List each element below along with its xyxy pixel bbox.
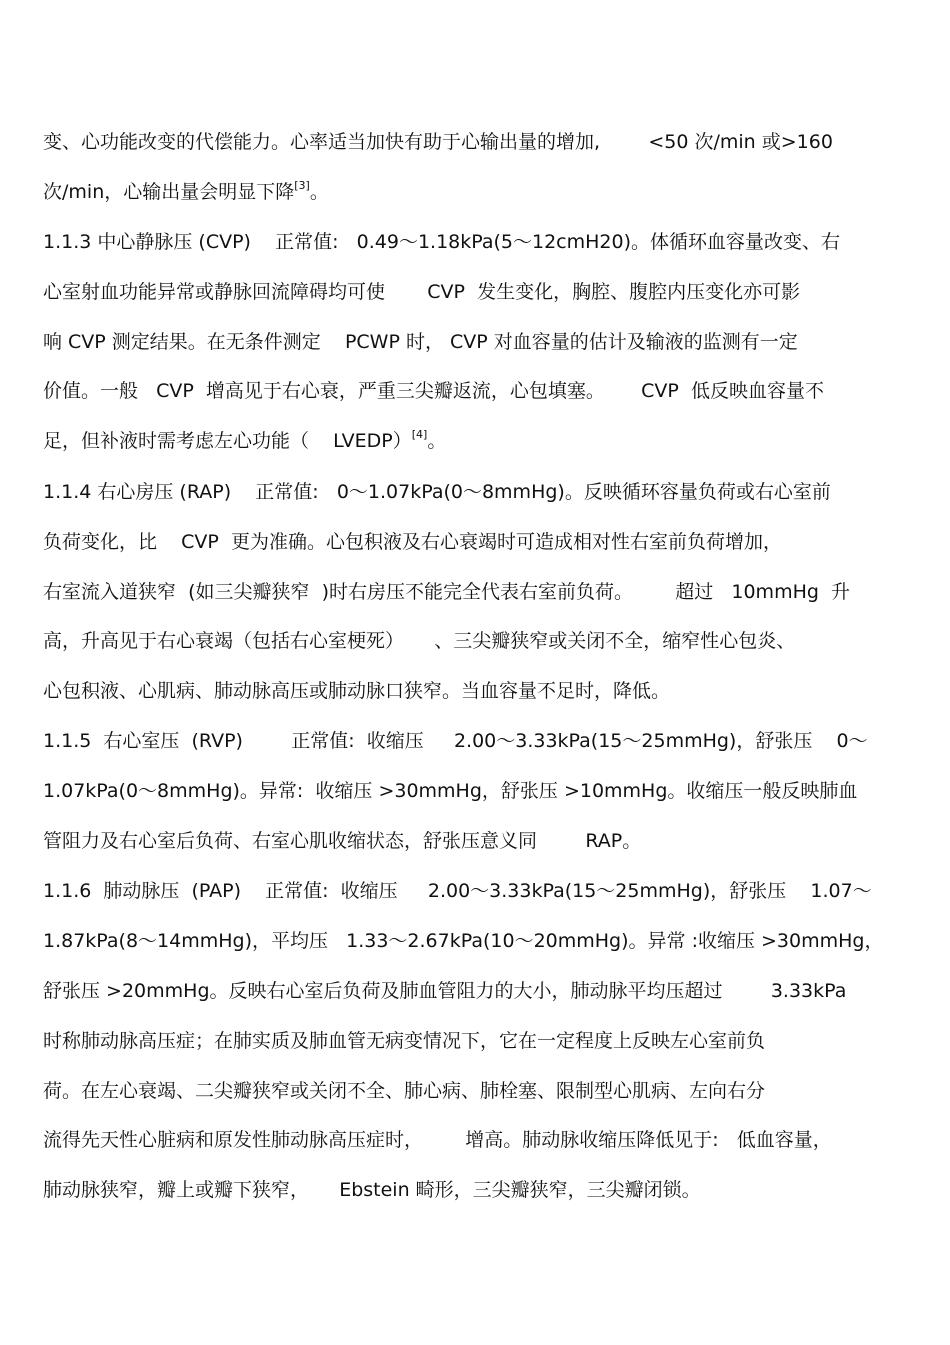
text-span: 。	[427, 430, 447, 452]
text-line	[43, 426, 903, 456]
text-line: 肺动脉狭窄，瓣上或瓣下狭窄， Ebstein 畸形，三尖瓣狭窄，三尖瓣闭锁。	[43, 1179, 701, 1201]
text-line: 1.07kPa(0～8mmHg)。异常: 收缩压 >30mmHg，舒张压 >10mmHg。收缩压一般反映肺血	[43, 780, 858, 802]
text-line: 负荷变化，比 CVP 更为准确。心包积液及右心衰竭时可造成相对性右室前负荷增加，	[43, 531, 782, 553]
text-line: 流得先天性心脏病和原发性肺动脉高压症时， 增高。肺动脉收缩压降低见于: 低血容量，	[43, 1129, 832, 1151]
text-line: 舒张压 >20mmHg。反映右心室后负荷及肺血管阻力的大小，肺动脉平均压超过 3.33kPa	[43, 980, 847, 1002]
text-line: 响 CVP 测定结果。在无条件测定 PCWP 时， CVP 对血容量的估计及输液的监测有一定	[43, 331, 798, 353]
text-line: 管阻力及右心室后负荷、右室心肌收缩状态，舒张压意义同 RAP。	[43, 830, 642, 852]
text-span: 足，但补液时需考虑左心功能（ LVEDP）	[43, 430, 412, 452]
text-line: 变、心功能改变的代偿能力。心率适当加快有助于心输出量的增加, <50 次/min 或>160	[43, 131, 833, 153]
citation-ref: [3]	[294, 179, 310, 192]
text-line: 1.87kPa(8～14mmHg)，平均压 1.33～2.67kPa(10～20mmHg)。异常 :收缩压 >30mmHg，	[43, 930, 884, 952]
section-heading-line: 1.1.5 右心室压 (RVP) 正常值: 收缩压 2.00～3.33kPa(15～25mmHg)，舒张压 0～	[43, 730, 868, 752]
text-line: 心室射血功能异常或静脉回流障碍均可使 CVP 发生变化，胸腔、腹腔内压变化亦可影	[43, 281, 801, 303]
text-line: 荷。在左心衰竭、二尖瓣狭窄或关闭不全、肺心病、肺栓塞、限制型心肌病、左向右分	[43, 1080, 766, 1102]
text-span: 次/min，心输出量会明显下降	[43, 181, 295, 203]
section-heading-line: 1.1.3 中心静脉压 (CVP) 正常值: 0.49～1.18kPa(5～12cmH20)。体循环血容量改变、右	[43, 231, 841, 253]
text-line	[43, 177, 903, 207]
section-heading-line: 1.1.4 右心房压 (RAP) 正常值: 0～1.07kPa(0～8mmHg)。反映循环容量负荷或右心室前	[43, 481, 831, 503]
text-line: 心包积液、心肌病、肺动脉高压或肺动脉口狭窄。当血容量不足时，降低。	[43, 680, 671, 702]
text-line: 高，升高见于右心衰竭（包括右心室梗死） 、三尖瓣狭窄或关闭不全，缩窄性心包炎、	[43, 630, 796, 652]
section-heading-line: 1.1.6 肺动脉压 (PAP) 正常值: 收缩压 2.00～3.33kPa(15～25mmHg)，舒张压 1.07～	[43, 880, 872, 902]
citation-ref: [4]	[411, 428, 428, 441]
text-line: 时称肺动脉高压症；在肺实质及肺血管无病变情况下，它在一定程度上反映左心室前负	[43, 1030, 766, 1052]
text-line: 右室流入道狭窄 (如三尖瓣狭窄 )时右房压不能完全代表右室前负荷。 超过 10mmHg 升	[43, 581, 851, 603]
text-span: 。	[309, 181, 329, 203]
text-line: 价值。一般 CVP 增高见于右心衰，严重三尖瓣返流，心包填塞。 CVP 低反映血容量不	[43, 380, 824, 402]
